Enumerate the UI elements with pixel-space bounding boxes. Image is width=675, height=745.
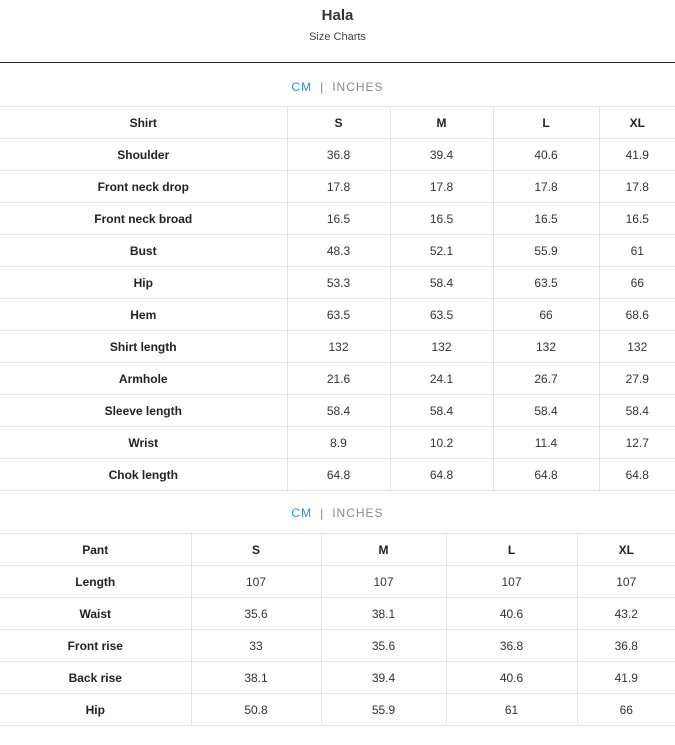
measurement-value: 68.6 (599, 299, 675, 331)
measurement-value: 58.4 (493, 395, 599, 427)
pant-column-header-size: S (191, 534, 321, 566)
measurement-value: 63.5 (493, 267, 599, 299)
table-row (0, 299, 675, 331)
table-row (0, 694, 675, 726)
shirt-column-header-label: Shirt (0, 107, 287, 139)
measurement-value: 17.8 (390, 171, 493, 203)
table-row (0, 235, 675, 267)
measurement-value: 17.8 (493, 171, 599, 203)
measurement-value: 17.8 (599, 171, 675, 203)
measurement-value: 107 (577, 566, 675, 598)
unit-separator: | (320, 80, 325, 94)
pant-column-header-size: L (446, 534, 577, 566)
measurement-value: 16.5 (599, 203, 675, 235)
pant-column-header-size: M (321, 534, 446, 566)
measurement-label: Front rise (0, 630, 191, 662)
measurement-value: 40.6 (446, 598, 577, 630)
measurement-value: 55.9 (493, 235, 599, 267)
measurement-value: 41.9 (599, 139, 675, 171)
table-row (0, 395, 675, 427)
measurement-label: Bust (0, 235, 287, 267)
shirt-column-header-size: XL (599, 107, 675, 139)
table-row (0, 427, 675, 459)
table-row (0, 662, 675, 694)
measurement-value: 50.8 (191, 694, 321, 726)
measurement-value: 43.2 (577, 598, 675, 630)
pant-inches-toggle[interactable]: INCHES (332, 506, 384, 520)
table-row (0, 363, 675, 395)
measurement-label: Sleeve length (0, 395, 287, 427)
measurement-label: Front neck broad (0, 203, 287, 235)
measurement-value: 8.9 (287, 427, 390, 459)
measurement-label: Armhole (0, 363, 287, 395)
measurement-value: 61 (599, 235, 675, 267)
measurement-value: 58.4 (390, 395, 493, 427)
measurement-label: Wrist (0, 427, 287, 459)
measurement-label: Hip (0, 267, 287, 299)
table-row (0, 459, 675, 491)
measurement-value: 63.5 (390, 299, 493, 331)
measurement-label: Shirt length (0, 331, 287, 363)
measurement-value: 63.5 (287, 299, 390, 331)
measurement-label: Chok length (0, 459, 287, 491)
measurement-value: 38.1 (321, 598, 446, 630)
measurement-value: 38.1 (191, 662, 321, 694)
table-row (0, 630, 675, 662)
shirt-cm-toggle[interactable]: CM (291, 80, 313, 94)
measurement-value: 64.8 (390, 459, 493, 491)
unit-separator: | (320, 506, 325, 520)
pant-size-table (0, 533, 675, 726)
pant-column-header-size: XL (577, 534, 675, 566)
measurement-value: 132 (599, 331, 675, 363)
measurement-value: 107 (191, 566, 321, 598)
measurement-value: 41.9 (577, 662, 675, 694)
measurement-value: 16.5 (390, 203, 493, 235)
measurement-value: 64.8 (599, 459, 675, 491)
table-row (0, 566, 675, 598)
table-row (0, 331, 675, 363)
pant-unit-toggle (0, 505, 675, 533)
measurement-value: 64.8 (287, 459, 390, 491)
table-row (0, 171, 675, 203)
pant-header-row (0, 534, 675, 566)
measurement-value: 132 (493, 331, 599, 363)
page-header (0, 0, 675, 63)
measurement-value: 16.5 (493, 203, 599, 235)
measurement-label: Length (0, 566, 191, 598)
measurement-label: Front neck drop (0, 171, 287, 203)
measurement-value: 36.8 (577, 630, 675, 662)
measurement-label: Hip (0, 694, 191, 726)
measurement-value: 10.2 (390, 427, 493, 459)
measurement-value: 39.4 (390, 139, 493, 171)
shirt-inches-toggle[interactable]: INCHES (332, 80, 384, 94)
pant-cm-toggle[interactable]: CM (291, 506, 313, 520)
shirt-column-header-size: L (493, 107, 599, 139)
measurement-value: 53.3 (287, 267, 390, 299)
pant-column-header-label: Pant (0, 534, 191, 566)
measurement-value: 48.3 (287, 235, 390, 267)
measurement-value: 58.4 (390, 267, 493, 299)
measurement-value: 107 (321, 566, 446, 598)
measurement-value: 66 (577, 694, 675, 726)
measurement-value: 64.8 (493, 459, 599, 491)
table-row (0, 139, 675, 171)
measurement-value: 107 (446, 566, 577, 598)
table-row (0, 598, 675, 630)
table-row (0, 267, 675, 299)
measurement-value: 40.6 (493, 139, 599, 171)
measurement-value: 40.6 (446, 662, 577, 694)
measurement-value: 132 (287, 331, 390, 363)
shirt-unit-toggle (0, 79, 675, 106)
measurement-label: Shoulder (0, 139, 287, 171)
measurement-label: Hem (0, 299, 287, 331)
measurement-value: 33 (191, 630, 321, 662)
measurement-value: 21.6 (287, 363, 390, 395)
page-subtitle: Size Charts (309, 31, 366, 43)
shirt-column-header-size: M (390, 107, 493, 139)
measurement-value: 24.1 (390, 363, 493, 395)
product-title: Hala (321, 7, 354, 24)
measurement-value: 17.8 (287, 171, 390, 203)
measurement-value: 55.9 (321, 694, 446, 726)
measurement-value: 66 (599, 267, 675, 299)
measurement-value: 16.5 (287, 203, 390, 235)
measurement-value: 35.6 (321, 630, 446, 662)
measurement-value: 26.7 (493, 363, 599, 395)
measurement-label: Waist (0, 598, 191, 630)
measurement-value: 12.7 (599, 427, 675, 459)
measurement-value: 58.4 (287, 395, 390, 427)
measurement-value: 36.8 (287, 139, 390, 171)
measurement-value: 35.6 (191, 598, 321, 630)
measurement-value: 27.9 (599, 363, 675, 395)
shirt-column-header-size: S (287, 107, 390, 139)
measurement-value: 11.4 (493, 427, 599, 459)
measurement-value: 39.4 (321, 662, 446, 694)
measurement-value: 61 (446, 694, 577, 726)
measurement-value: 132 (390, 331, 493, 363)
shirt-header-row (0, 107, 675, 139)
measurement-value: 66 (493, 299, 599, 331)
measurement-value: 58.4 (599, 395, 675, 427)
shirt-size-table (0, 106, 675, 491)
table-row (0, 203, 675, 235)
measurement-label: Back rise (0, 662, 191, 694)
measurement-value: 36.8 (446, 630, 577, 662)
measurement-value: 52.1 (390, 235, 493, 267)
